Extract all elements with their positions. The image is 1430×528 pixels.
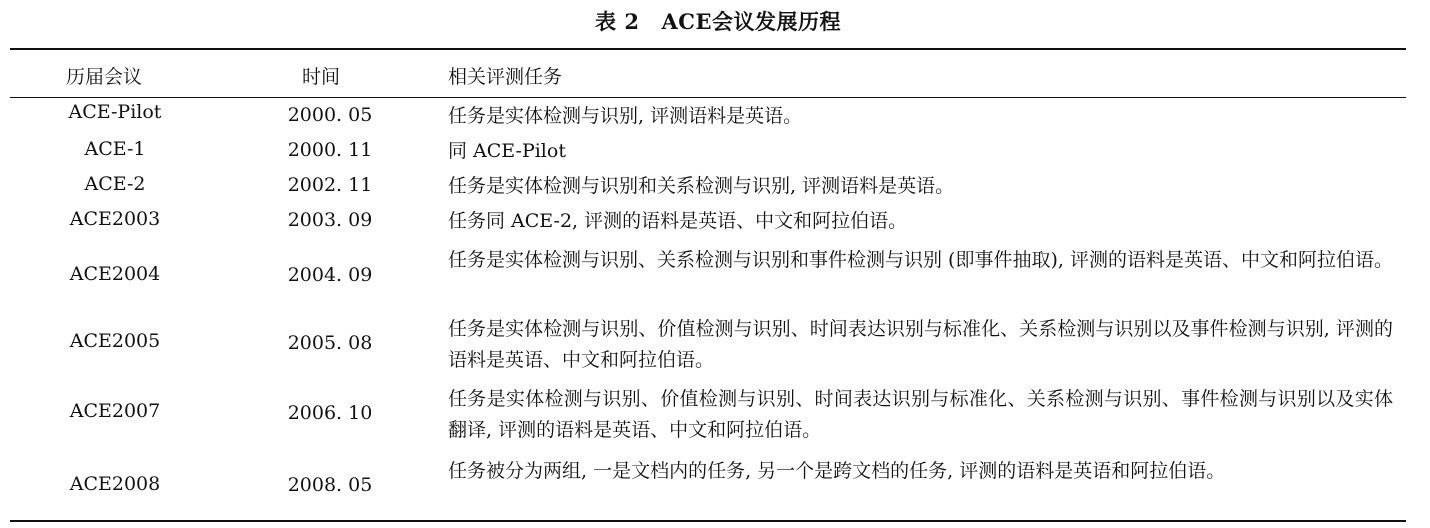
row-conference: ACE2003 bbox=[69, 208, 161, 230]
table-row bbox=[0, 456, 1430, 520]
table-header bbox=[0, 62, 1430, 88]
table-row bbox=[0, 384, 1430, 448]
row-conference: ACE2008 bbox=[69, 473, 161, 495]
row-time: 2004. 09 bbox=[287, 264, 373, 286]
table-title: ACE会议发展历程 bbox=[661, 9, 841, 34]
row-tasks: 任务是实体检测与识别、价值检测与识别、时间表达识别与标准化、关系检测与识别、事件检测与识别以及实体翻译, 评测的语料是英语、中文和阿拉伯语。 bbox=[448, 388, 1393, 441]
table-row bbox=[0, 171, 1430, 201]
row-tasks: 任务是实体检测与识别、关系检测与识别和事件检测与识别 (即事件抽取), 评测的语料是英语、中文和阿拉伯语。 bbox=[448, 249, 1393, 271]
row-time: 2000. 11 bbox=[287, 139, 373, 161]
row-conference: ACE2007 bbox=[69, 400, 161, 422]
table-row bbox=[0, 245, 1430, 309]
row-conference: ACE-Pilot bbox=[68, 101, 162, 123]
table-row bbox=[0, 101, 1430, 131]
row-conference: ACE-2 bbox=[84, 173, 146, 195]
row-time: 2002. 11 bbox=[287, 174, 373, 196]
row-tasks: 任务被分为两组, 一是文档内的任务, 另一个是跨文档的任务, 评测的语料是英语和阿拉伯语。 bbox=[448, 460, 1226, 482]
row-time: 2005. 08 bbox=[287, 332, 373, 354]
header-time: 时间 bbox=[302, 66, 341, 88]
row-conference: ACE2005 bbox=[69, 330, 161, 352]
header-conference: 历届会议 bbox=[66, 66, 143, 88]
table-number: 表 2 bbox=[595, 9, 640, 34]
row-tasks: 任务是实体检测与识别, 评测语料是英语。 bbox=[448, 105, 803, 127]
header-rule bbox=[10, 97, 1406, 98]
table-row bbox=[0, 206, 1430, 236]
table-caption bbox=[0, 6, 1430, 36]
table-row bbox=[0, 136, 1430, 166]
row-tasks: 同 ACE-Pilot bbox=[448, 140, 566, 162]
row-tasks: 任务是实体检测与识别、价值检测与识别、时间表达识别与标准化、关系检测与识别以及事件检测与识别, 评测的语料是英语、中文和阿拉伯语。 bbox=[448, 318, 1393, 371]
top-rule bbox=[10, 48, 1406, 50]
row-conference: ACE-1 bbox=[84, 138, 146, 160]
row-tasks: 任务是实体检测与识别和关系检测与识别, 评测语料是英语。 bbox=[448, 175, 955, 197]
bottom-rule bbox=[10, 520, 1406, 522]
row-time: 2000. 05 bbox=[287, 104, 373, 126]
row-time: 2003. 09 bbox=[287, 209, 373, 231]
header-tasks: 相关评测任务 bbox=[448, 66, 563, 88]
row-time: 2006. 10 bbox=[287, 402, 373, 424]
row-tasks: 任务同 ACE-2, 评测的语料是英语、中文和阿拉伯语。 bbox=[448, 210, 908, 232]
table-row bbox=[0, 314, 1430, 378]
row-time: 2008. 05 bbox=[287, 474, 373, 496]
row-conference: ACE2004 bbox=[69, 263, 161, 285]
